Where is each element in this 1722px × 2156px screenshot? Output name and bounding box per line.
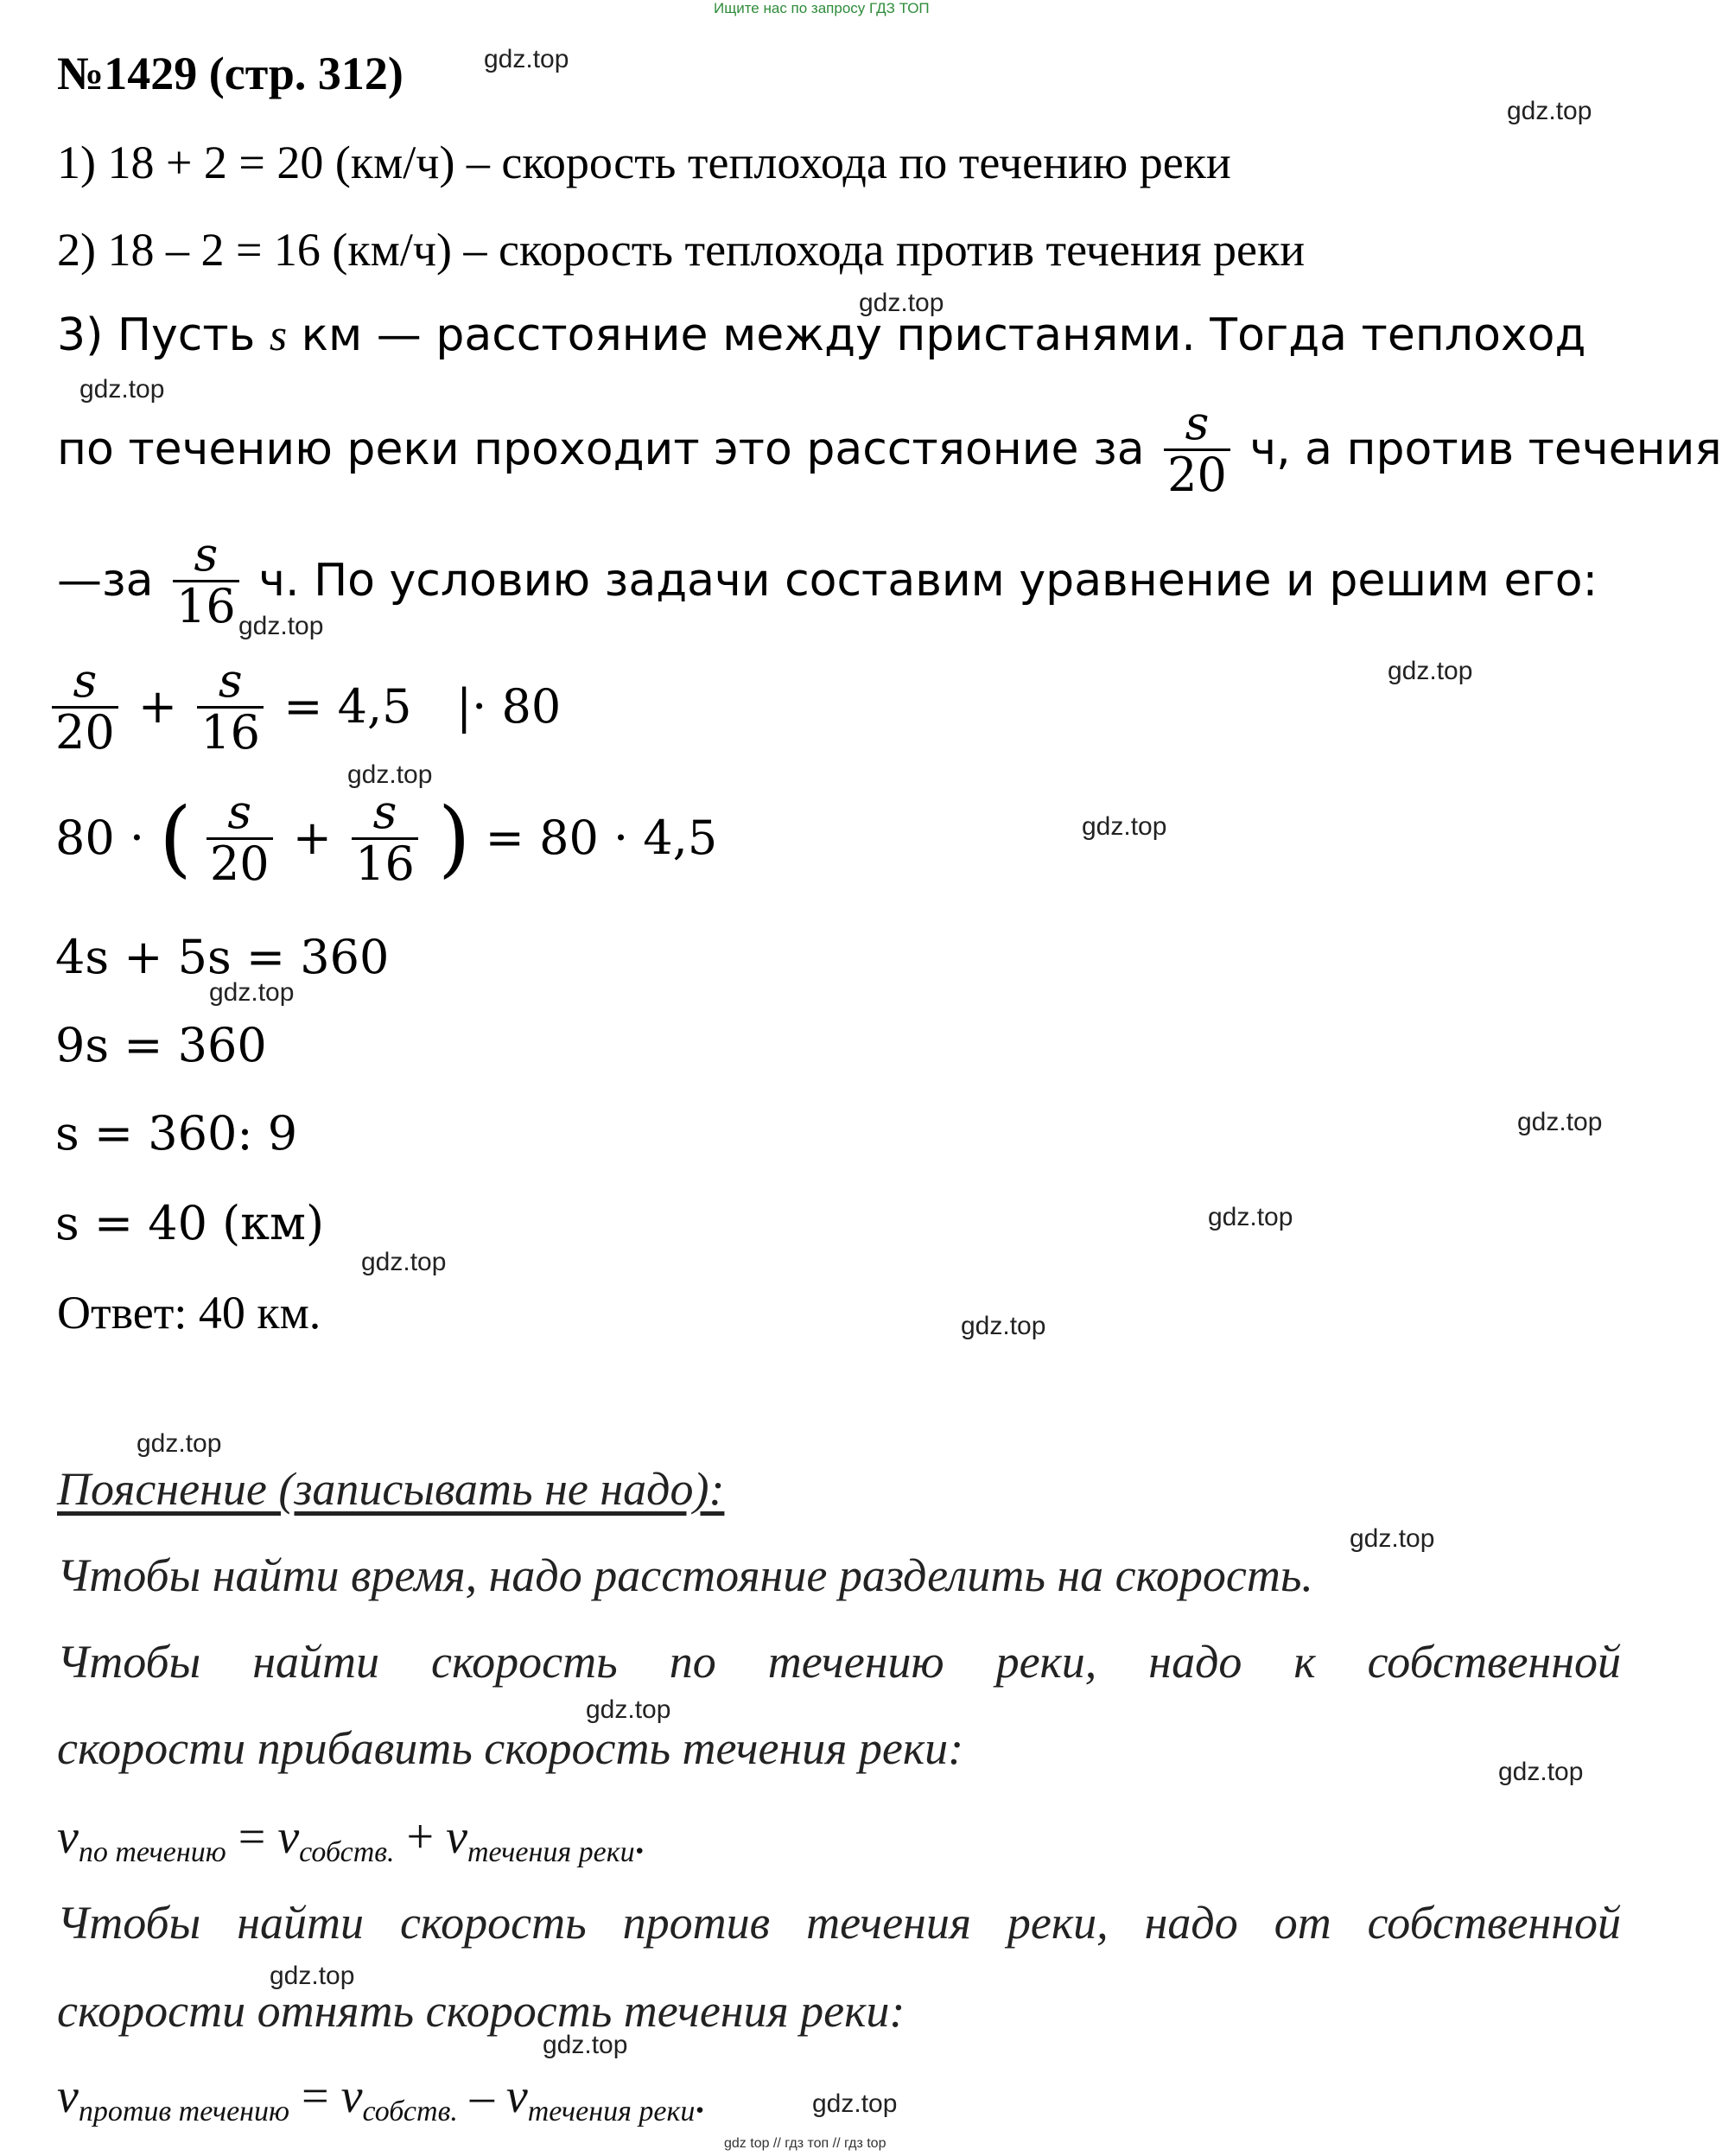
answer: Ответ: 40 км. — [57, 1287, 321, 1339]
equation-2 — [55, 785, 718, 891]
watermark: gdz.top — [543, 2031, 628, 2059]
top-search-note: Ищите нас по запросу ГДЗ ТОП — [714, 0, 930, 16]
fraction-numerator: s — [372, 785, 397, 839]
explanation-p3-line-2: скорости отнять скорость течения реки: — [57, 1985, 905, 2037]
fraction-numerator: s — [194, 527, 219, 582]
watermark: gdz.top — [347, 760, 433, 789]
fraction-denominator: 16 — [352, 837, 418, 889]
fraction-s-20 — [1164, 396, 1230, 502]
equation-1-rest: = 4,5 |· 80 — [283, 679, 562, 735]
fraction-s-16 — [173, 527, 239, 633]
fraction-s-20 — [52, 653, 118, 760]
formula-period: . — [634, 1810, 647, 1864]
step-1: 1) 18 + 2 = 20 (км/ч) – скорость теплохода по течению реки — [57, 137, 1231, 188]
fraction-numerator: s — [227, 785, 252, 839]
equation-2-prefix: 80 · — [55, 811, 145, 866]
watermark: gdz.top — [1507, 97, 1592, 125]
formula-equals: = — [226, 1810, 278, 1864]
fraction-denominator: 20 — [1164, 448, 1230, 500]
step-3-text-d: ч, а против течения — [1249, 423, 1722, 476]
equation-5: s = 360: 9 — [55, 1106, 298, 1161]
equation-4: 9s = 360 — [55, 1018, 267, 1072]
fraction-numerator: s — [218, 653, 243, 708]
watermark: gdz.top — [961, 1312, 1046, 1340]
formula-v: v — [340, 2070, 363, 2123]
plus-sign: + — [137, 679, 178, 735]
watermark: gdz.top — [79, 375, 165, 404]
formula-v: v — [446, 1810, 467, 1864]
watermark: gdz.top — [209, 978, 295, 1007]
explanation-p2-line-2: скорости прибавить скорость течения реки: — [57, 1722, 964, 1774]
fraction-numerator: s — [1185, 396, 1210, 450]
formula-subscript: собств. — [299, 1836, 395, 1868]
fraction-s-16 — [197, 653, 264, 760]
explanation-p2-line-1: Чтобы найти скорость по течению реки, надо к собственной — [57, 1636, 1621, 1688]
fraction-denominator: 20 — [52, 706, 118, 758]
formula-v: v — [505, 2070, 528, 2123]
equation-2-rest: = 80 · 4,5 — [485, 811, 718, 866]
fraction-denominator: 20 — [207, 837, 273, 889]
formula-upstream — [57, 2069, 707, 2128]
formula-v: v — [57, 1810, 79, 1864]
fraction-denominator: 16 — [197, 706, 264, 758]
explanation-heading: Пояснение (записывать не надо): — [57, 1463, 725, 1515]
open-paren: ( — [159, 790, 192, 887]
step-3-text-a: 3) Пусть — [57, 309, 256, 361]
formula-plus: + — [394, 1810, 447, 1864]
formula-v: v — [277, 1810, 300, 1864]
formula-subscript: собств. — [362, 2096, 458, 2127]
formula-subscript: по течению — [78, 1836, 226, 1868]
formula-v: v — [57, 2070, 79, 2123]
explanation-p3-line-1: Чтобы найти скорость против течения реки, надо от собственной — [57, 1897, 1621, 1949]
watermark: gdz.top — [859, 289, 944, 317]
step-3-text-f: ч. По условию задачи составим уравнение и решим его: — [258, 555, 1598, 607]
watermark: gdz.top — [1208, 1203, 1293, 1231]
equation-3: 4s + 5s = 360 — [55, 930, 390, 984]
watermark: gdz.top — [1082, 812, 1167, 841]
fraction-numerator: s — [73, 653, 98, 708]
step-3-text-b: км — расстояние между пристанями. Тогда теплоход — [301, 309, 1586, 361]
formula-subscript: течения реки — [467, 1836, 635, 1868]
fraction-denominator: 16 — [173, 580, 239, 632]
watermark: gdz.top — [1350, 1524, 1435, 1553]
watermark: gdz.top — [238, 612, 324, 640]
watermark: gdz.top — [586, 1695, 671, 1724]
step-3-line-1 — [57, 309, 1585, 361]
step-3-line-2 — [57, 396, 1722, 502]
formula-equals: = — [289, 2070, 341, 2123]
step-3-text-c: по течению реки проходит это расстяоние за — [57, 423, 1145, 476]
step-3-text-e: —за — [57, 555, 154, 607]
formula-downstream — [57, 1809, 647, 1869]
plus-sign: + — [292, 811, 332, 866]
watermark: gdz.top — [361, 1248, 447, 1276]
watermark: gdz.top — [1517, 1108, 1603, 1136]
watermark: gdz.top — [137, 1429, 222, 1458]
formula-period: . — [695, 2070, 708, 2123]
watermark: gdz.top — [812, 2089, 898, 2118]
formula-subscript: течения реки — [527, 2096, 696, 2127]
explanation-p1: Чтобы найти время, надо расстояние разделить на скорость. — [57, 1549, 1313, 1601]
step-2: 2) 18 – 2 = 16 (км/ч) – скорость теплохода против течения реки — [57, 224, 1306, 276]
page-title: №1429 (стр. 312) — [57, 48, 403, 99]
formula-minus: – — [457, 2070, 506, 2123]
footer-note: gdz top // гдз топ // гдз top — [724, 2136, 886, 2151]
fraction-s-20 — [207, 785, 273, 891]
watermark: gdz.top — [1498, 1758, 1584, 1786]
close-paren: ) — [438, 790, 471, 887]
equation-6: s = 40 (км) — [55, 1196, 325, 1250]
step-3-var: s — [269, 311, 288, 360]
formula-subscript: против течению — [78, 2096, 290, 2127]
watermark: gdz.top — [270, 1962, 355, 1990]
watermark: gdz.top — [1388, 657, 1473, 685]
watermark: gdz.top — [484, 45, 569, 73]
equation-1 — [52, 653, 562, 760]
fraction-s-16 — [352, 785, 418, 891]
